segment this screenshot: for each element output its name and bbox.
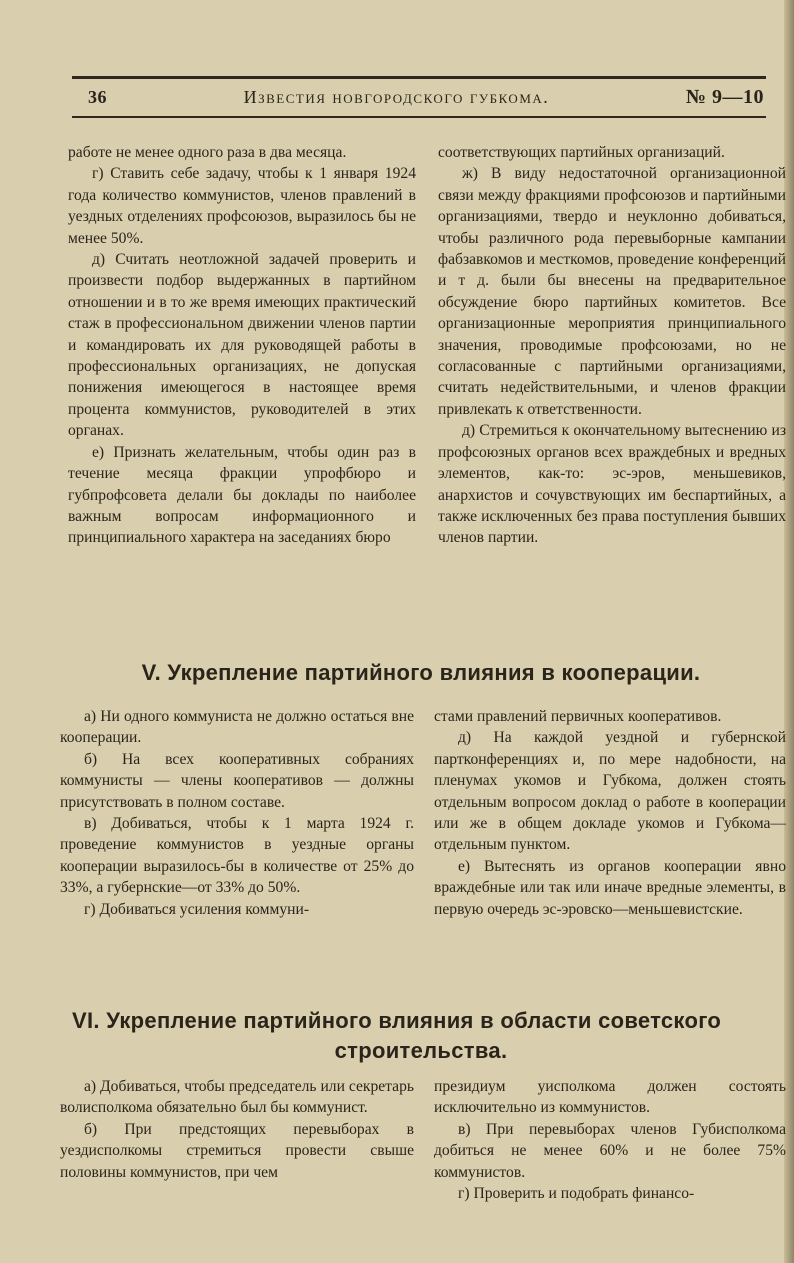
- paragraph: работе не менее одного раза в два месяца.: [68, 144, 347, 161]
- paragraph: а) Добиваться, чтобы председатель или секретарь волисполкома обязательно был бы коммунист.: [60, 1078, 414, 1117]
- paragraph: д) Считать неотложной задачей проверить и произвести подбор выдержанных в партийном отношении и в то же время имеющих практический стаж в профессиональном движении членов партии и командировать их для руководящей работы в профессиональных организациях, не допуская понижения имеющегося в настоящее время процента коммунистов, руководителей в этих органах.: [68, 251, 416, 440]
- paragraph: е) Вытеснять из органов кооперации явно враждебные или так или иначе вредные элементы, в первую очередь эс-эровско—меньшевистские.: [434, 857, 786, 918]
- section6-left-column: [60, 1076, 414, 1183]
- paragraph: г) Добиваться усиления коммуни-: [84, 900, 310, 918]
- paragraph: г) Проверить и подобрать финансо-: [458, 1185, 695, 1203]
- paragraph: соответствующих партийных организаций.: [438, 144, 725, 161]
- section6-right-column: [434, 1076, 786, 1204]
- paragraph: г) Ставить себе задачу, чтобы к 1 января 1924 года количество коммунистов, членов правлений в уездных отделениях профсоюзов, выразилось бы не менее 50%.: [68, 165, 416, 247]
- section4-left-column: [68, 142, 416, 549]
- section4-right-column: [438, 142, 786, 549]
- paragraph: президиум уисполкома должен состоять исключительно из коммунистов.: [434, 1078, 786, 1117]
- page-header: [88, 86, 764, 109]
- paragraph: е) Признать желательным, чтобы один раз в течение месяца фракции упрофбюро и губпрофсовета делали бы доклады по наиболее важным вопросам информационного и принципиального характера на заседаниях бюро: [68, 443, 416, 547]
- paragraph: б) На всех кооперативных собраниях коммунисты — члены кооперативов — должны присутствовать в полном составе.: [60, 750, 414, 811]
- paragraph: д) Стремиться к окончательному вытеснению из профсоюзных органов всех враждебных и вредных элементов, как-то: эс-эров, меньшевиков, анархистов и сочувствующих им беспартийных, а также исключенных без права поступления бывших членов партии.: [438, 422, 786, 547]
- section6-title: [72, 1008, 770, 1064]
- issue-number: № 9—10: [685, 86, 764, 108]
- section5-left-column: [60, 706, 414, 920]
- paragraph: б) При предстоящих перевыборах в уездисполкомы стремиться провести свыше половины коммунистов, при чем: [60, 1120, 414, 1181]
- journal-title: Известия новгородского губкома.: [243, 87, 550, 107]
- paragraph: в) Добиваться, чтобы к 1 марта 1924 г. проведение коммунистов в уездные органы кооперации выразилось-бы в количестве от 25% до 33%, а губернские—от 33% до 50%.: [60, 815, 414, 897]
- paragraph: д) На каждой уездной и губернской партконференциях и, по мере надобности, на пленумах укомов и Губкома, должен стоять отдельным вопросом доклад о работе в кооперации или же в общем докладе укомов и Губкома—отдельным пунктом.: [434, 729, 786, 854]
- page-number: 36: [88, 87, 107, 107]
- paragraph: в) При перевыборах членов Губисполкома добиться не менее 60% и не более 75% коммунистов.: [434, 1120, 786, 1181]
- paragraph: а) Ни одного коммуниста не должно остаться вне кооперации.: [60, 708, 414, 747]
- header-rule-top: [72, 76, 766, 79]
- paragraph: ж) В виду недостаточной организационной связи между фракциями профсоюзов и партийными организациями, твердо и неуклонно добиваться, чтобы различного рода перевыборные кампании фабзавкомов и месткомов, проведение конференций и т д. были бы внесены на предварительное обсуждение бюро партийных комитетов. Все организационные мероприятия принципиального значения, проводимые профсоюзами, но не согласованные с партийными организациями, считать недействительными, и членов фракции привлекать к ответственности.: [438, 165, 786, 418]
- section6-title-line2: строительства.: [334, 1038, 508, 1063]
- paragraph: стами правлений первичных кооперативов.: [434, 708, 722, 725]
- section5-title: V. Укрепление партийного влияния в кооперации.: [141, 660, 701, 685]
- header-rule-bottom: [72, 116, 766, 118]
- section6-title-line1: VI. Укрепление партийного влияния в области советского: [72, 1008, 722, 1033]
- section5-right-column: [434, 706, 786, 920]
